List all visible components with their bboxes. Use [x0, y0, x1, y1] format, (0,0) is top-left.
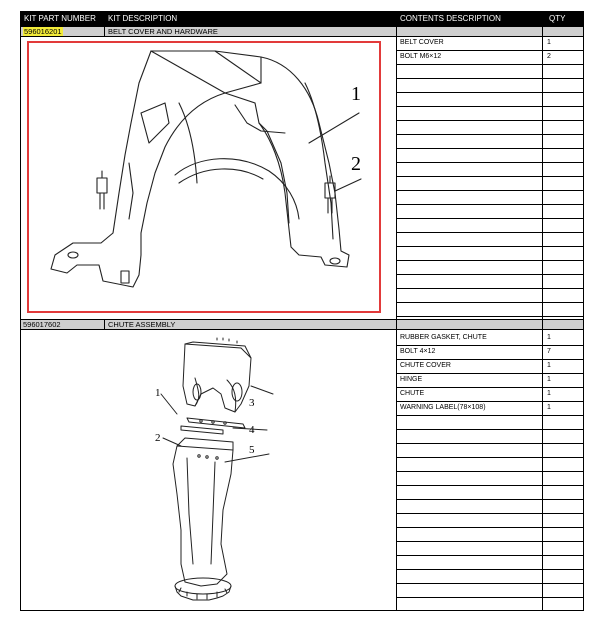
table-row — [397, 598, 583, 612]
table-row — [397, 584, 583, 598]
content-qty: 7 — [547, 348, 551, 355]
table-row — [397, 444, 583, 458]
table-row — [397, 205, 583, 219]
kit-description: BELT COVER AND HARDWARE — [108, 27, 218, 36]
table-row — [397, 135, 583, 149]
table-row — [397, 416, 583, 430]
table-row — [397, 402, 583, 416]
table-row — [397, 332, 583, 346]
callout-label: 3 — [249, 397, 255, 409]
content-description: BOLT M6×12 — [400, 53, 442, 60]
kit-row — [21, 26, 583, 37]
table-row — [397, 570, 583, 584]
table-row — [397, 303, 583, 317]
callout-label: 2 — [351, 153, 361, 175]
header-kit-description: KIT DESCRIPTION — [108, 14, 178, 23]
table-row — [397, 121, 583, 135]
content-qty: 2 — [547, 53, 551, 60]
table-row — [397, 107, 583, 121]
table-row — [397, 514, 583, 528]
callout-label: 1 — [155, 387, 161, 399]
kit-part-number: 596017602 — [23, 320, 61, 329]
parts-sheet — [20, 11, 584, 611]
table-row — [397, 51, 583, 65]
content-description: WARNING LABEL(78×108) — [400, 404, 486, 411]
table-row — [397, 37, 583, 51]
table-row — [397, 346, 583, 360]
content-qty: 1 — [547, 334, 551, 341]
content-qty: 1 — [547, 376, 551, 383]
table-row — [397, 472, 583, 486]
content-description: BELT COVER — [400, 39, 444, 46]
kit-2-contents — [397, 330, 583, 611]
table-row — [397, 79, 583, 93]
content-qty: 1 — [547, 362, 551, 369]
table-row — [397, 388, 583, 402]
table-row — [397, 177, 583, 191]
content-qty: 1 — [547, 404, 551, 411]
header-qty: QTY — [549, 14, 566, 23]
kit-part-number: 596016201 — [24, 27, 62, 36]
belt-cover-drawing — [29, 43, 379, 311]
table-row — [397, 360, 583, 374]
column-divider — [104, 319, 105, 330]
content-description: BOLT 4×12 — [400, 348, 436, 355]
kit-description: CHUTE ASSEMBLY — [108, 320, 176, 329]
header-contents-description: CONTENTS DESCRIPTION — [400, 14, 501, 23]
table-row — [397, 289, 583, 303]
table-row — [397, 219, 583, 233]
kit-row — [21, 319, 583, 330]
callout-label: 4 — [249, 424, 255, 436]
table-row — [397, 191, 583, 205]
content-description: RUBBER GASKET, CHUTE — [400, 334, 487, 341]
belt-cover-image-frame — [27, 41, 381, 313]
table-row — [397, 149, 583, 163]
header-kit-part-number: KIT PART NUMBER — [24, 14, 96, 23]
table-header — [21, 12, 583, 26]
content-qty: 1 — [547, 39, 551, 46]
chute-assembly-drawing — [141, 334, 301, 604]
table-row — [397, 261, 583, 275]
content-qty: 1 — [547, 390, 551, 397]
table-row — [397, 93, 583, 107]
callout-label: 5 — [249, 444, 255, 456]
table-row — [397, 233, 583, 247]
table-row — [397, 542, 583, 556]
callout-label: 2 — [155, 432, 161, 444]
kit-1-contents — [397, 37, 583, 319]
table-row — [397, 430, 583, 444]
table-row — [397, 458, 583, 472]
content-description: CHUTE COVER — [400, 362, 451, 369]
table-row — [397, 247, 583, 261]
column-divider — [104, 26, 105, 37]
table-row — [397, 163, 583, 177]
table-row — [397, 556, 583, 570]
table-row — [397, 65, 583, 79]
table-row — [397, 486, 583, 500]
table-row — [397, 275, 583, 289]
table-row — [397, 500, 583, 514]
table-row — [397, 374, 583, 388]
content-description: CHUTE — [400, 390, 425, 397]
callout-label: 1 — [351, 83, 361, 105]
content-description: HINGE — [400, 376, 423, 383]
table-row — [397, 528, 583, 542]
